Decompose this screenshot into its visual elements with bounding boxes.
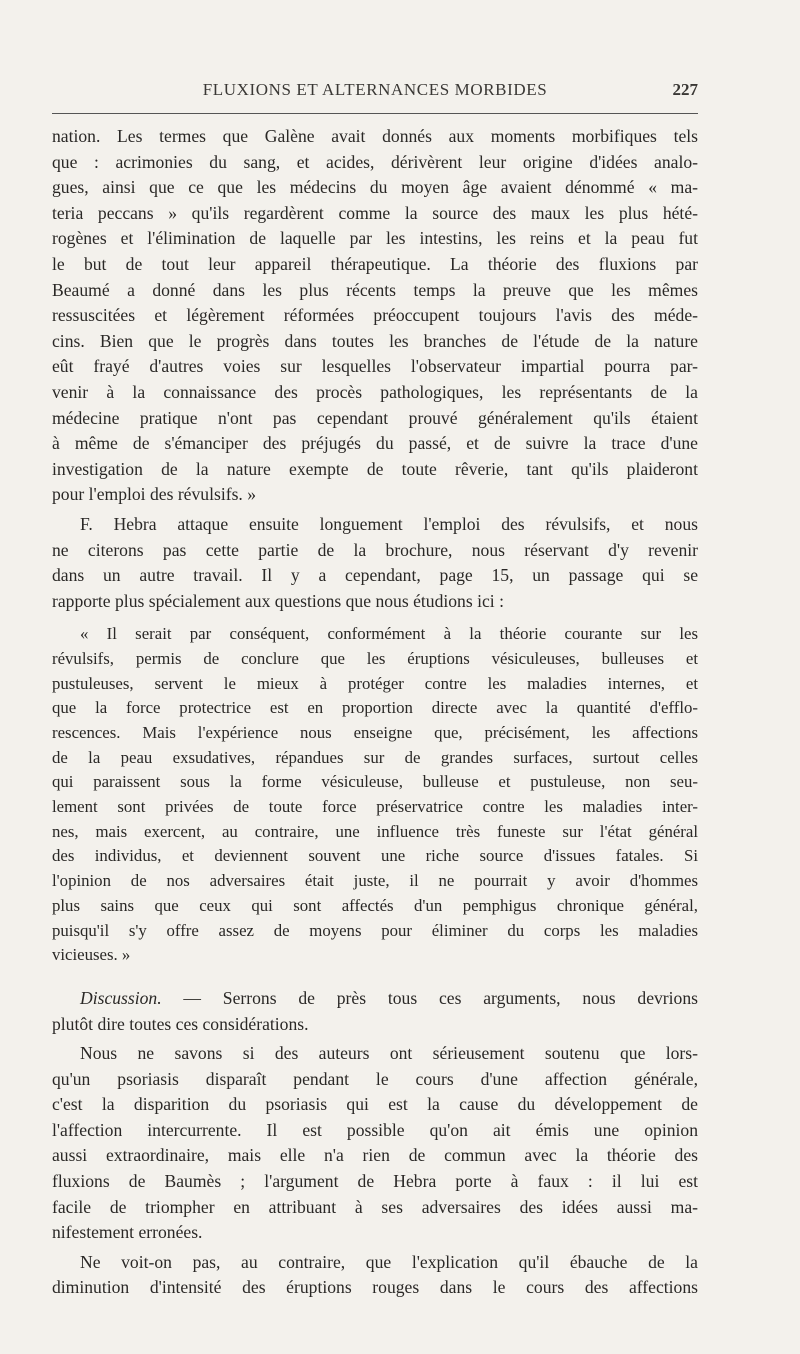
text-line: Ne voit-on pas, au contraire, que l'explication qu'il ébauche de la xyxy=(80,1251,698,1272)
text-line: plus sains que ceux qui sont affectés d'un pemphigus chronique général, xyxy=(52,895,698,915)
text-run: — Serrons de près tous ces arguments, nous devrions xyxy=(161,987,698,1008)
discussion-heading: Discussion. xyxy=(80,987,162,1008)
running-title: FLUXIONS ET ALTERNANCES MORBIDES xyxy=(202,80,548,99)
text-line: eût frayé d'autres voies sur lesquelles l'observateur impartial pourra par- xyxy=(52,356,698,377)
text-line: Nous ne savons si des auteurs ont sérieusement soutenu que lors- xyxy=(80,1043,698,1064)
text-line: qu'un psoriasis disparaît pendant le cours d'une affection générale, xyxy=(52,1068,698,1089)
text-line: c'est la disparition du psoriasis qui est la cause du développement de xyxy=(52,1094,698,1115)
text-line: nation. Les termes que Galène avait donnés aux moments morbifiques tels xyxy=(52,126,698,146)
discussion-paragraph xyxy=(52,986,698,1037)
text-line: investigation de la nature exempte de toute rêverie, tant qu'ils plaideront xyxy=(52,458,698,479)
text-line: nifestement erronées. xyxy=(52,1222,203,1243)
text-line: « Il serait par conséquent, conformément à la théorie courante sur les xyxy=(80,624,698,644)
paragraph-1 xyxy=(52,124,698,508)
text-line: de la peau exsudatives, répandues sur de grandes surfaces, surtout celles xyxy=(52,747,698,767)
paragraph-5 xyxy=(52,1041,698,1246)
header-rule xyxy=(52,113,698,114)
paragraph-6 xyxy=(52,1250,698,1301)
text-line: ne citerons pas cette partie de la brochure, nous réservant d'y revenir xyxy=(52,539,698,560)
text-line: cins. Bien que le progrès dans toutes les branches de l'étude de la nature xyxy=(52,330,698,351)
text-line xyxy=(52,986,698,1012)
text-line: révulsifs, permis de conclure que les éruptions vésiculeuses, bulleuses et xyxy=(52,648,698,668)
text-line: facile de triompher en attribuant à ses adversaires des idées aussi ma- xyxy=(52,1196,698,1217)
text-line: gues, ainsi que ce que les médecins du moyen âge avaient dénommé « ma- xyxy=(52,177,698,198)
text-line: le but de tout leur appareil thérapeutique. La théorie des fluxions par xyxy=(52,253,698,274)
text-line: diminution d'intensité des éruptions rouges dans le cours des affections xyxy=(52,1277,698,1298)
text-line: rescences. Mais l'expérience nous enseigne que, précisément, les affections xyxy=(52,723,698,743)
text-line: Beaumé a donné dans les plus récents temps la preuve que les mêmes xyxy=(52,279,698,300)
text-line: ressuscitées et légèrement réformées préoccupent toujours l'avis des méde- xyxy=(52,305,698,326)
text-line: rogènes et l'élimination de laquelle par les intestins, les reins et la peau fut xyxy=(52,228,698,249)
text-line: vicieuses. » xyxy=(52,945,131,965)
body-text xyxy=(52,124,698,1301)
text-line: des individus, et deviennent souvent une riche source d'issues fatales. Si xyxy=(52,846,698,866)
paragraph-2 xyxy=(52,512,698,614)
page-number: 227 xyxy=(672,80,698,99)
text-line: médecine pratique n'ont pas cependant prouvé généralement qu'ils étaient xyxy=(52,407,698,428)
text-line: plutôt dire toutes ces considérations. xyxy=(52,1013,309,1034)
text-line: rapporte plus spécialement aux questions que nous étudions ici : xyxy=(52,590,504,611)
text-line: fluxions de Baumès ; l'argument de Hebra porte à faux : il lui est xyxy=(52,1171,698,1192)
text-line: teria peccans » qu'ils regardèrent comme la source des maux les plus hété- xyxy=(52,202,698,223)
text-line: l'affection intercurrente. Il est possible qu'on ait émis une opinion xyxy=(52,1119,698,1140)
text-line: que : acrimonies du sang, et acides, dérivèrent leur origine d'idées analo- xyxy=(52,151,698,172)
text-line: pustuleuses, servent le mieux à protéger contre les maladies internes, et xyxy=(52,673,698,693)
text-line: puisqu'il s'y offre assez de moyens pour éliminer du corps les maladies xyxy=(52,920,698,940)
text-line: qui paraissent sous la forme vésiculeuse, bulleuse et pustuleuse, non seu- xyxy=(52,772,698,792)
quotation-paragraph xyxy=(52,622,698,968)
text-line: aussi extraordinaire, mais elle n'a rien de commun avec la théorie des xyxy=(52,1145,698,1166)
text-line: à même de s'émanciper des préjugés du passé, et de suivre la trace d'une xyxy=(52,433,698,454)
text-line: l'opinion de nos adversaires était juste, il ne pourrait y avoir d'hommes xyxy=(52,871,698,891)
text-line: dans un autre travail. Il y a cependant, page 15, un passage qui se xyxy=(52,565,698,586)
text-line: F. Hebra attaque ensuite longuement l'emploi des révulsifs, et nous xyxy=(80,513,698,534)
text-line: venir à la connaissance des procès pathologiques, les représentants de la xyxy=(52,381,698,402)
text-line: lement sont privées de toute force préservatrice contre les maladies inter- xyxy=(52,797,698,817)
text-line: que la force protectrice est en proportion directe avec la quantité d'efflo- xyxy=(52,698,698,718)
text-line: pour l'emploi des révulsifs. » xyxy=(52,484,257,505)
text-line: nes, mais exercent, au contraire, une influence très funeste sur l'état général xyxy=(52,821,698,841)
running-head xyxy=(52,80,698,104)
